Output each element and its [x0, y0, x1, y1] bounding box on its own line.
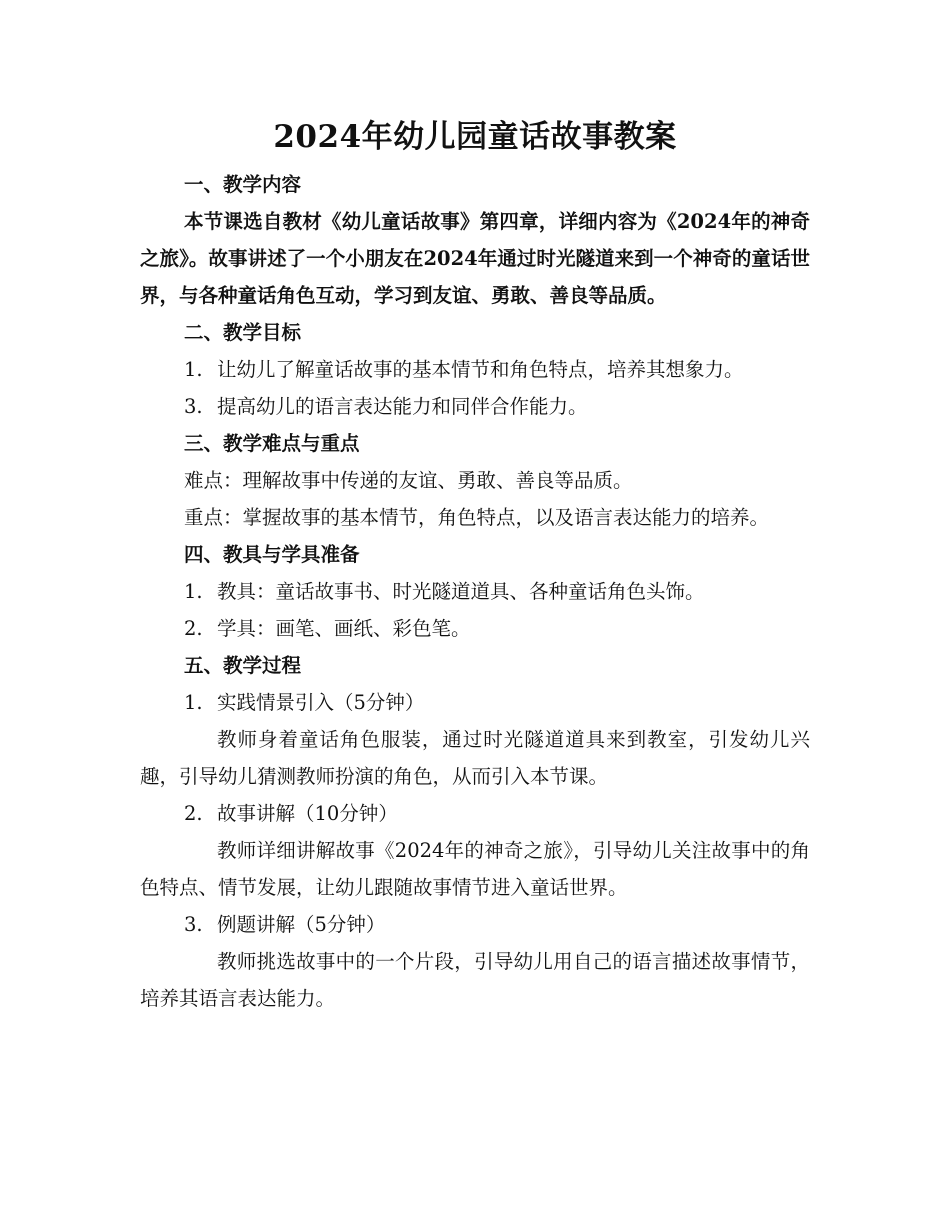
process-step-title: [140, 795, 810, 832]
step-title: 故事讲解（10分钟）: [217, 802, 398, 825]
item-number: 1.: [184, 580, 203, 603]
section-heading-materials: 四、教具与学具准备: [184, 543, 360, 566]
item-text: 提高幼儿的语言表达能力和同伴合作能力。: [217, 395, 588, 418]
process-step-text: 教师详细讲解故事《2024年的神奇之旅》，引导幼儿关注故事中的角色特点、情节发展，让幼儿跟随故事情节进入童话世界。: [140, 839, 810, 899]
key-point-paragraph: 重点：掌握故事的基本情节，角色特点，以及语言表达能力的培养。: [184, 506, 770, 529]
step-title: 实践情景引入（5分钟）: [217, 691, 425, 714]
process-step-title: [140, 906, 810, 943]
process-step-text: 教师挑选故事中的一个片段，引导幼儿用自己的语言描述故事情节，培养其语言表达能力。: [140, 950, 810, 1010]
item-text: 教具：童话故事书、时光隧道道具、各种童话角色头饰。: [217, 580, 705, 603]
section-heading-objectives: 二、教学目标: [184, 321, 302, 344]
step-number: 3.: [184, 913, 203, 936]
document-page: [140, 108, 810, 1017]
content-paragraph: 本节课选自教材《幼儿童话故事》第四章，详细内容为《2024年的神奇之旅》。故事讲述了一个小朋友在2024年通过时光隧道来到一个神奇的童话世界，与各种童话角色互动，学习到友谊、勇敢、善良等品质。: [140, 210, 810, 307]
item-number: 2.: [184, 617, 203, 640]
section-heading-content: 一、教学内容: [184, 173, 302, 196]
process-step-text: 教师身着童话角色服装，通过时光隧道道具来到教室，引发幼儿兴趣，引导幼儿猜测教师扮演的角色，从而引入本节课。: [140, 728, 810, 788]
objective-item: [140, 351, 810, 388]
item-text: 让幼儿了解童话故事的基本情节和角色特点，培养其想象力。: [217, 358, 744, 381]
step-number: 1.: [184, 691, 203, 714]
materials-item: [140, 610, 810, 647]
step-title: 例题讲解（5分钟）: [217, 913, 386, 936]
step-number: 2.: [184, 802, 203, 825]
difficulty-paragraph: 难点：理解故事中传递的友谊、勇敢、善良等品质。: [184, 469, 633, 492]
item-number: 1.: [184, 358, 203, 381]
section-heading-difficulties: 三、教学难点与重点: [184, 432, 360, 455]
item-text: 学具：画笔、画纸、彩色笔。: [217, 617, 471, 640]
materials-item: [140, 573, 810, 610]
objective-item: [140, 388, 810, 425]
item-number: 3.: [184, 395, 203, 418]
document-title: 2024年幼儿园童话故事教案: [273, 119, 677, 155]
process-step-title: [140, 684, 810, 721]
section-heading-process: 五、教学过程: [184, 654, 302, 677]
